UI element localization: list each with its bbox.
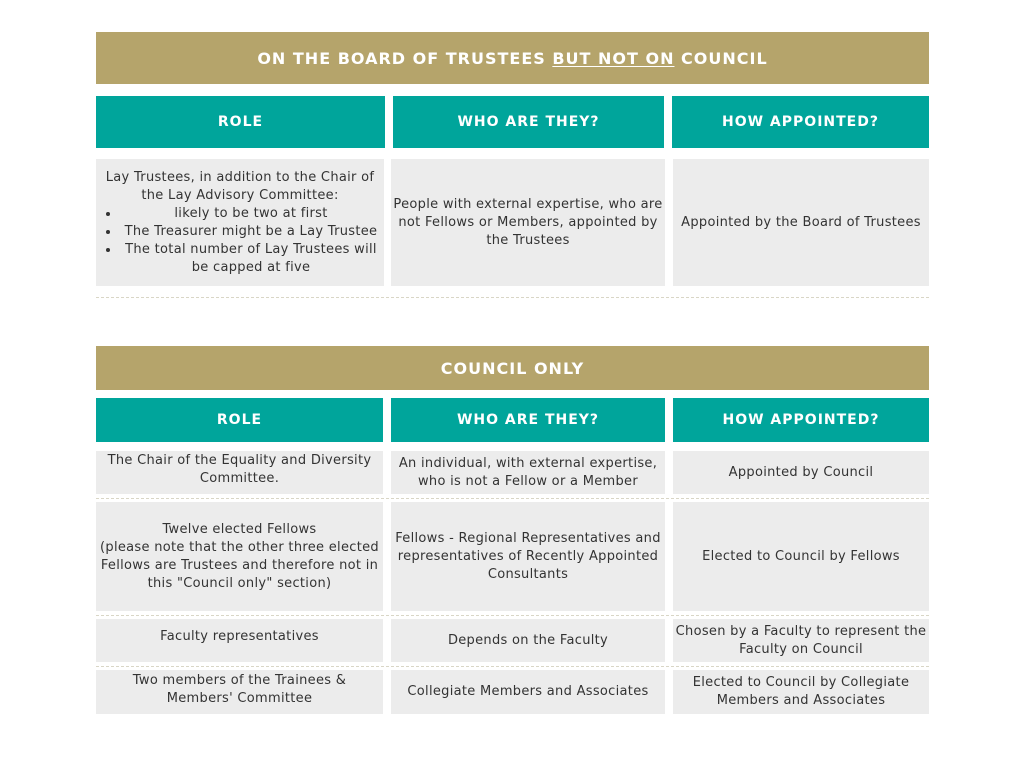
divider xyxy=(96,297,929,298)
banner-title-end: COUNCIL xyxy=(674,48,768,68)
table-row-4-how: Elected to Council by Collegiate Members and Associates xyxy=(673,670,929,714)
banner-title: COUNCIL ONLY xyxy=(440,358,585,378)
list-item: • The Treasurer might be a Lay Trustee xyxy=(120,223,382,241)
table-row-1-how: Appointed by Council xyxy=(673,451,929,494)
divider xyxy=(96,615,929,616)
table-row-4-role: Two members of the Trainees & Members' Committee xyxy=(96,670,383,714)
role-bullet-list xyxy=(98,205,382,277)
lay-trustees-who-cell: People with external expertise, who are not Fellows or Members, appointed by the Trustees xyxy=(391,159,665,286)
role-intro: Lay Trustees, in addition to the Chair of the Lay Advisory Committee: xyxy=(105,169,375,203)
banner-title-underlined: BUT NOT ON xyxy=(552,48,675,68)
lay-trustees-how-cell: Appointed by the Board of Trustees xyxy=(673,159,929,286)
board-of-trustees-banner xyxy=(96,32,929,84)
table-row-2-how: Elected to Council by Fellows xyxy=(673,502,929,611)
list-item: • The total number of Lay Trustees will be capped at five xyxy=(120,241,382,277)
council-only-banner xyxy=(96,346,929,390)
table-row-3-role: Faculty representatives xyxy=(96,619,383,662)
header-who: WHO ARE THEY? xyxy=(393,96,664,148)
list-item: • likely to be two at first xyxy=(120,205,382,223)
header-how: HOW APPOINTED? xyxy=(673,398,929,442)
table-row-1-who: An individual, with external expertise, who is not a Fellow or a Member xyxy=(391,451,665,494)
table-row-3-who: Depends on the Faculty xyxy=(391,619,665,662)
header-role: ROLE xyxy=(96,96,385,148)
divider xyxy=(96,498,929,499)
table-row-1-role: The Chair of the Equality and Diversity Committee. xyxy=(96,451,383,494)
divider xyxy=(96,666,929,667)
banner-title-start: ON THE BOARD OF TRUSTEES xyxy=(257,48,553,68)
header-who: WHO ARE THEY? xyxy=(391,398,665,442)
header-how: HOW APPOINTED? xyxy=(672,96,929,148)
header-role: ROLE xyxy=(96,398,383,442)
table-row-4-who: Collegiate Members and Associates xyxy=(391,670,665,714)
table-row-2-who: Fellows - Regional Representatives and representatives of Recently Appointed Consultants xyxy=(391,502,665,611)
table-row-3-how: Chosen by a Faculty to represent the Faculty on Council xyxy=(673,619,929,662)
lay-trustees-role-cell xyxy=(96,159,384,286)
table-row-2-role: Twelve elected Fellows (please note that the other three elected Fellows are Trustees and therefore not in this "Council only" section) xyxy=(96,502,383,611)
